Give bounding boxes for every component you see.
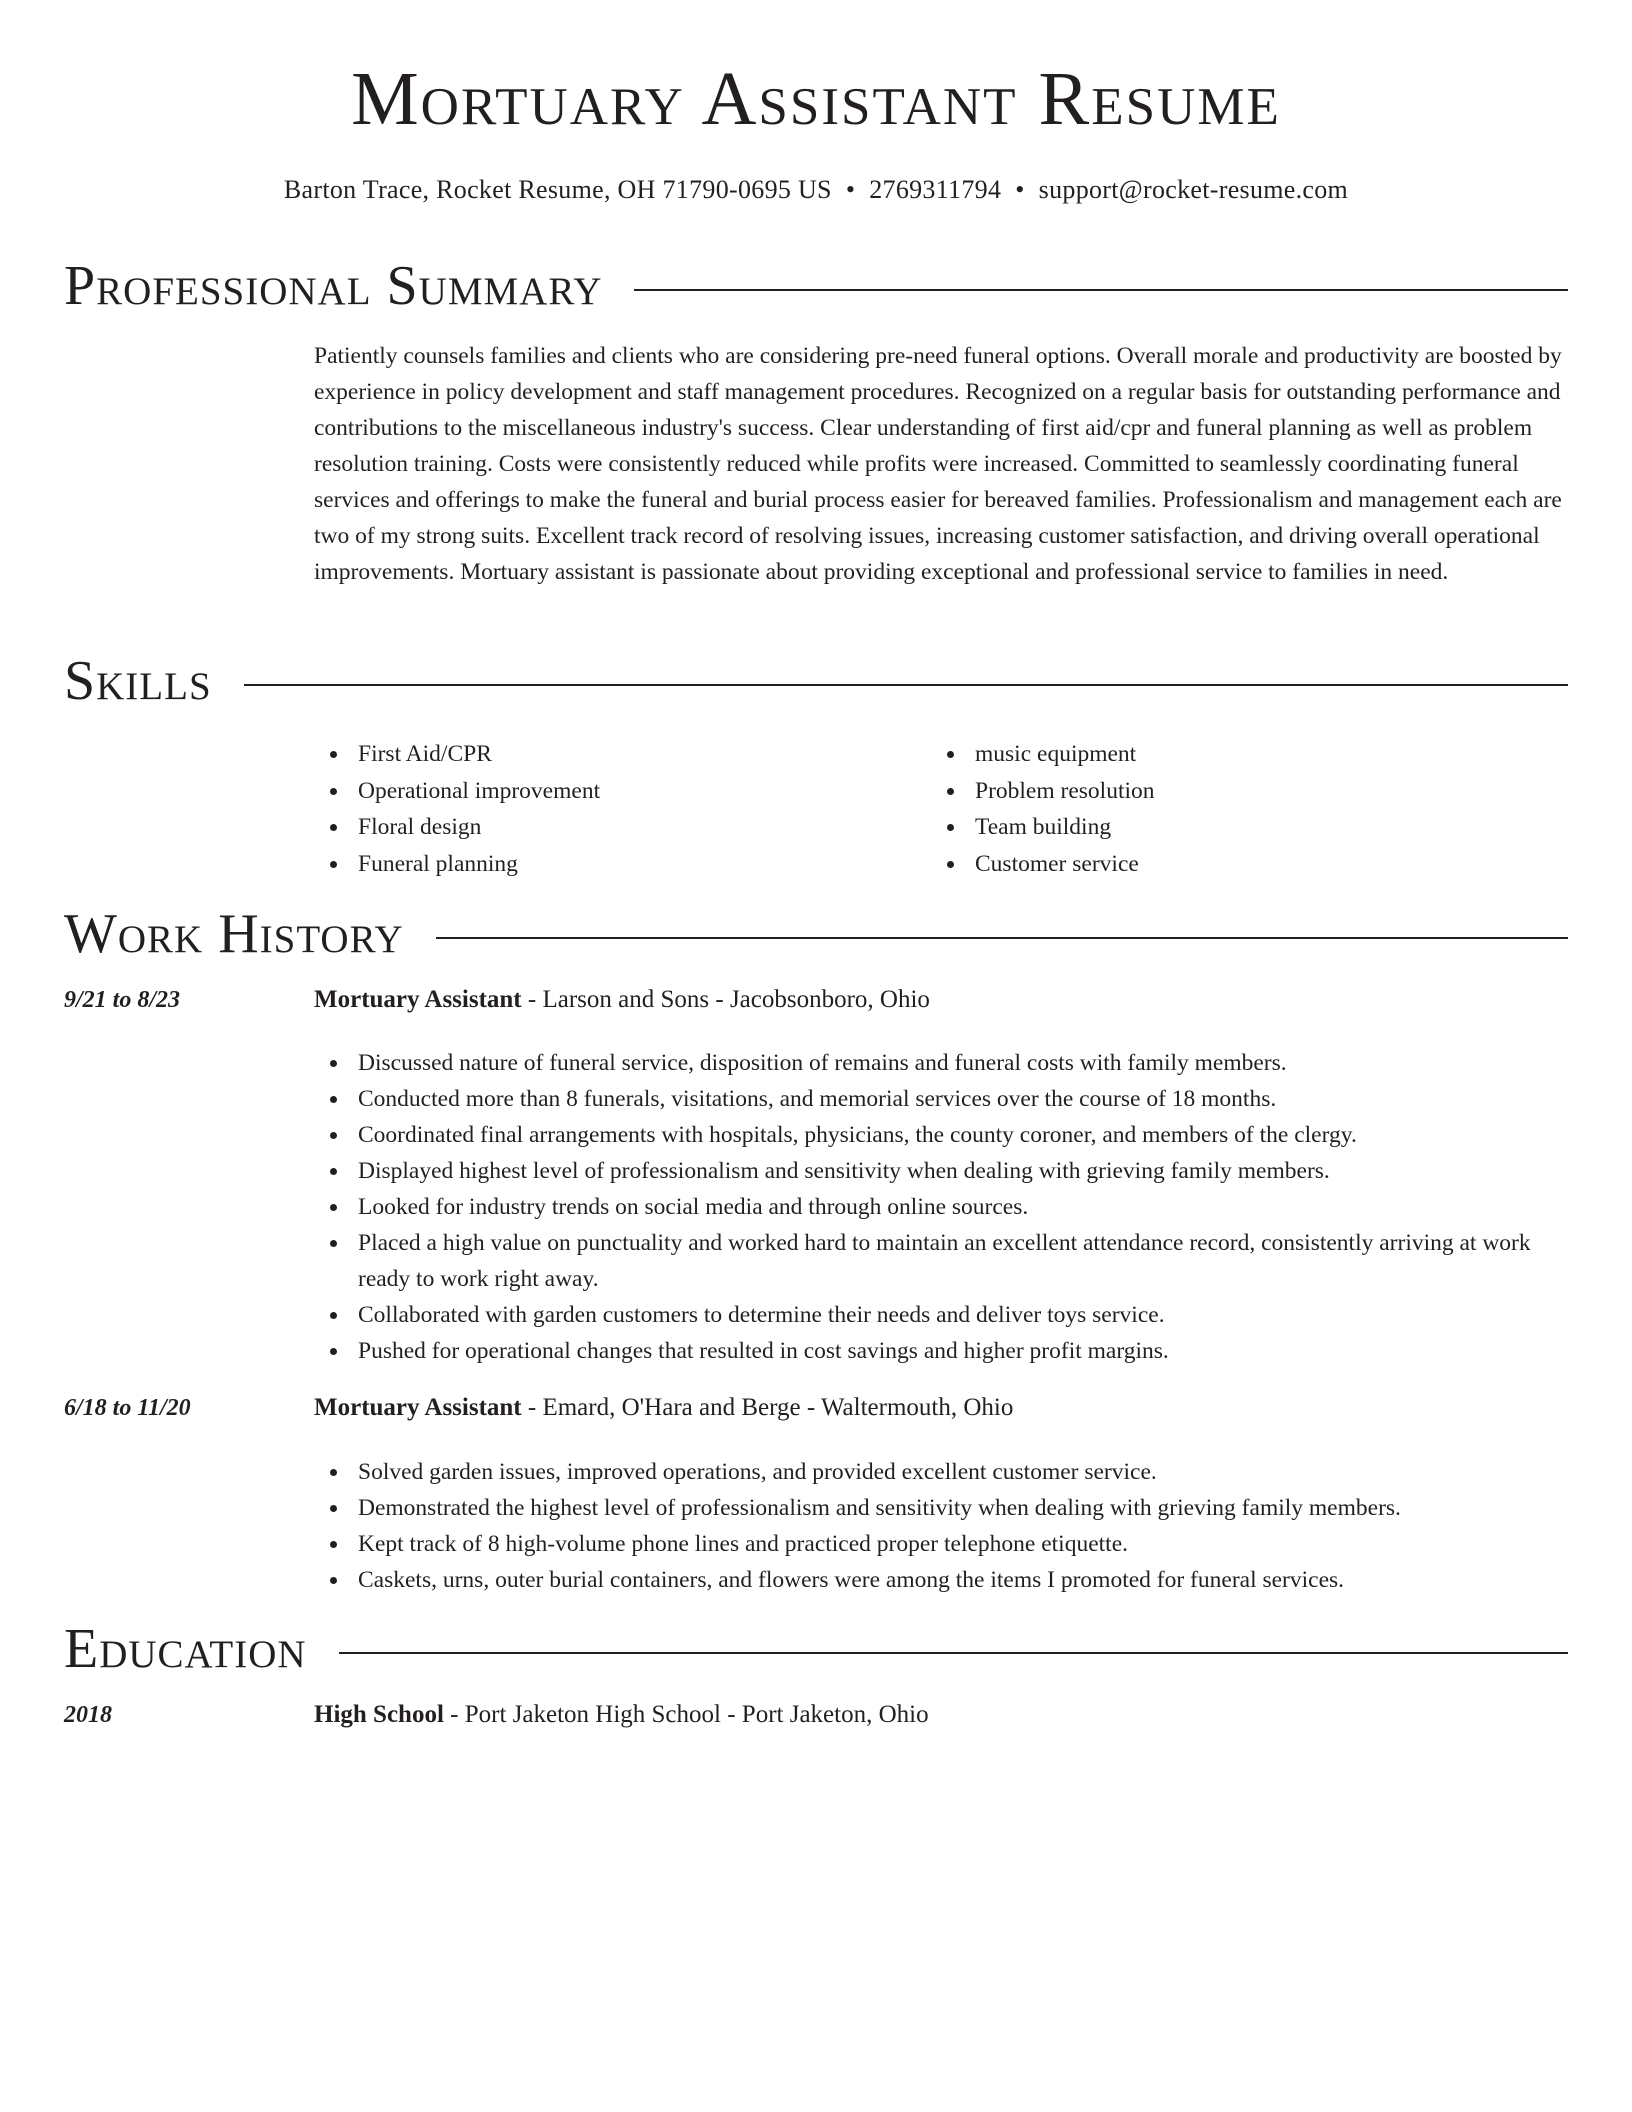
skill-item: Operational improvement (314, 773, 931, 810)
job-bullet: Collaborated with garden customers to determine their needs and deliver toys service. (314, 1297, 1566, 1333)
section-header-skills (64, 648, 1568, 714)
job-bullet: Placed a high value on punctuality and worked hard to maintain an excellent attendance record, consistently arriving at work ready to work right away. (314, 1225, 1566, 1297)
section-title-education: Education (64, 1618, 307, 1680)
section-divider (244, 684, 1568, 686)
job-title-line (314, 1390, 1566, 1426)
section-header-education (64, 1616, 1568, 1682)
education-school: - Port Jaketon High School - Port Jaketon, Ohio (443, 1701, 929, 1728)
job-dates: 6/18 to 11/20 (64, 1395, 191, 1421)
job-bullet: Conducted more than 8 funerals, visitations, and memorial services over the course of 18 months. (314, 1081, 1566, 1117)
contact-line (0, 174, 1632, 206)
job-bullet: Solved garden issues, improved operations, and provided excellent customer service. (314, 1454, 1566, 1490)
job-title: Mortuary Assistant (314, 1394, 522, 1421)
job-title: Mortuary Assistant (314, 986, 522, 1013)
section-title-summary: Professional Summary (64, 255, 603, 317)
resume-name: Mortuary Assistant Resume (351, 57, 1281, 141)
section-divider (436, 937, 1568, 939)
job-bullet: Kept track of 8 high-volume phone lines and practiced proper telephone etiquette. (314, 1526, 1566, 1562)
job-employer: - Larson and Sons - Jacobsonboro, Ohio (521, 986, 930, 1013)
skill-item: Floral design (314, 809, 931, 846)
skill-item: music equipment (931, 736, 1548, 773)
education-title-line (314, 1697, 1566, 1733)
contact-separator: • (1015, 175, 1025, 204)
education-year: 2018 (64, 1702, 112, 1728)
education-degree: High School (314, 1701, 444, 1728)
job-employer: - Emard, O'Hara and Berge - Waltermouth, Ohio (521, 1394, 1014, 1421)
contact-separator: • (845, 175, 856, 204)
job-bullet: Looked for industry trends on social media and through online sources. (314, 1189, 1566, 1225)
section-title-work: Work History (64, 903, 404, 965)
section-header-summary (64, 253, 1568, 319)
skill-item: Team building (931, 809, 1548, 846)
job-bullet: Demonstrated the highest level of professionalism and sensitivity when dealing with grieving family members. (314, 1490, 1566, 1526)
job-bullet: Pushed for operational changes that resulted in cost savings and higher profit margins. (314, 1333, 1566, 1369)
skills-column-right (931, 736, 1548, 883)
summary-text: Patiently counsels families and clients who are considering pre-need funeral options. Overall morale and productivity are boosted by experience in policy development and staff management procedures. Recognized on a regular basis for outstanding performance and contributions to the miscellaneous industry's success. Clear understanding of first aid/cpr and funeral planning as well as problem resolution training. Costs were consistently reduced while profits were increased. Committed to seamlessly coordinating funeral services and offerings to make the funeral and burial process easier for bereaved families. Professionalism and management each are two of my strong suits. Excellent track record of resolving issues, increasing customer satisfaction, and driving overall operational improvements. Mortuary assistant is passionate about providing exceptional and professional service to families in need. (314, 343, 1562, 585)
skill-item: First Aid/CPR (314, 736, 931, 773)
contact-email: support@rocket-resume.com (1038, 175, 1349, 204)
job-bullet: Caskets, urns, outer burial containers, and flowers were among the items I promoted for funeral services. (314, 1562, 1566, 1598)
job-bullet: Coordinated final arrangements with hospitals, physicians, the county coroner, and members of the clergy. (314, 1117, 1566, 1153)
job-bullets (314, 1045, 1566, 1369)
job-bullets (314, 1454, 1566, 1598)
job-bullet: Displayed highest level of professionalism and sensitivity when dealing with grieving family members. (314, 1153, 1566, 1189)
skills-list (314, 736, 1566, 883)
job-title-line (314, 982, 1566, 1018)
skill-item: Problem resolution (931, 773, 1548, 810)
section-divider (339, 1652, 1568, 1654)
job-bullet: Discussed nature of funeral service, disposition of remains and funeral costs with family members. (314, 1045, 1566, 1081)
contact-address: Barton Trace, Rocket Resume, OH 71790-0695 US (283, 175, 832, 204)
skill-item: Customer service (931, 846, 1548, 883)
section-title-skills: Skills (64, 650, 212, 712)
job-dates: 9/21 to 8/23 (64, 987, 181, 1013)
contact-phone: 2769311794 (869, 175, 1002, 204)
skills-column-left (314, 736, 931, 883)
section-header-work (64, 901, 1568, 967)
skill-item: Funeral planning (314, 846, 931, 883)
section-divider (634, 289, 1568, 291)
